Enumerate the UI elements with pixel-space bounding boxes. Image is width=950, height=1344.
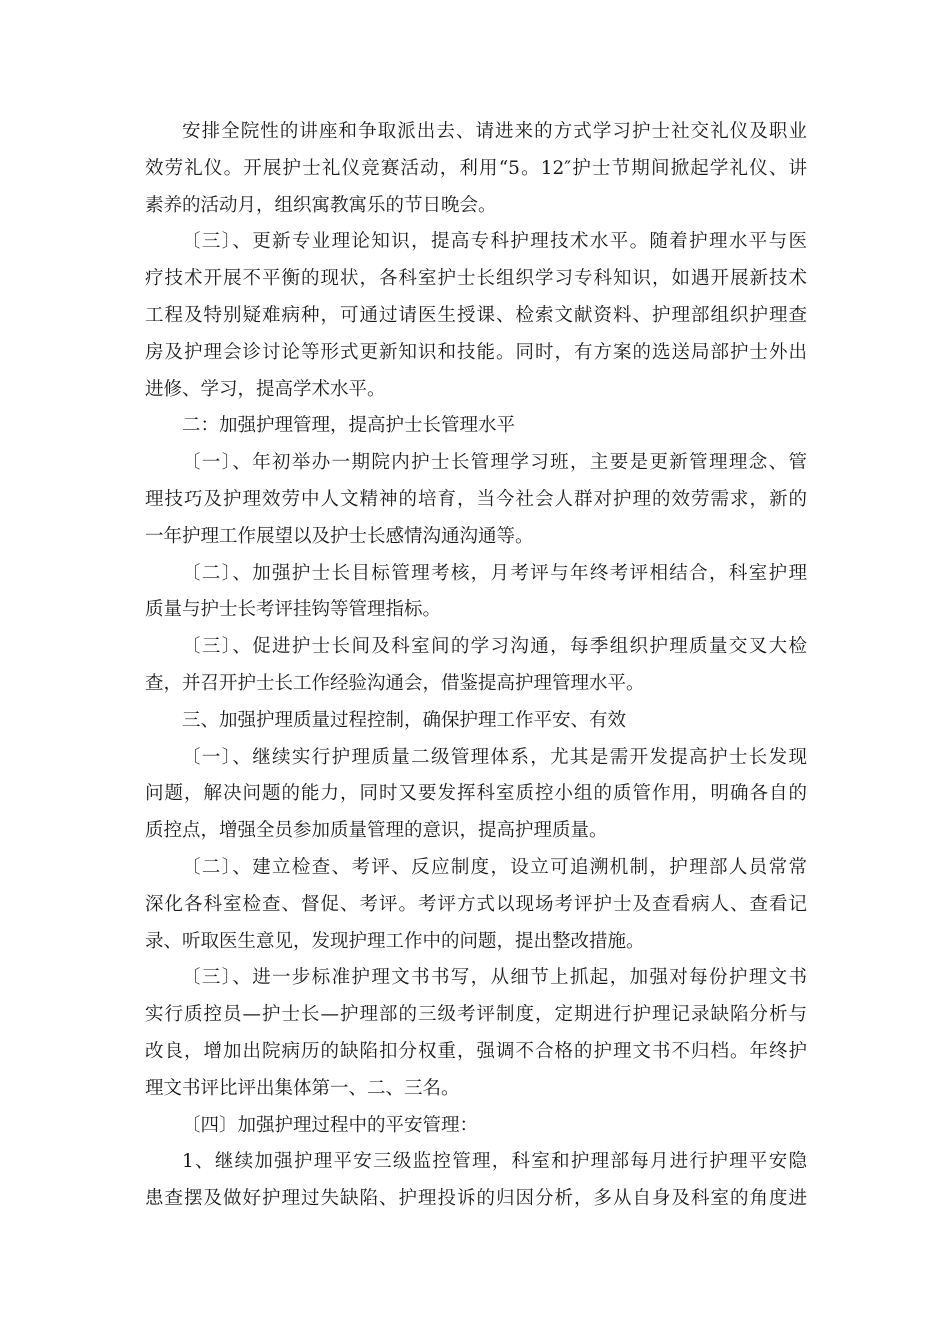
text-line: 〔二〕、建立检查、考评、反应制度，设立可追溯机制，护理部人员常常 xyxy=(182,856,807,878)
paragraph xyxy=(145,1108,807,1145)
paragraph xyxy=(145,556,807,630)
text-line: 患查摆及做好护理过失缺陷、护理投诉的归因分析，多从自身及科室的角度进 xyxy=(145,1188,807,1210)
text-line: 问题，解决问题的能力，同时又要发挥科室质控小组的质管作用，明确各自的 xyxy=(145,783,807,805)
paragraph xyxy=(145,114,807,224)
text-line: 三、加强护理质量过程控制，确保护理工作平安、有效 xyxy=(182,709,627,731)
text-line: 理文书评比评出集体第一、二、三名。 xyxy=(145,1077,460,1099)
paragraph xyxy=(145,445,807,555)
text-line: 房及护理会诊讨论等形式更新知识和技能。同时，有方案的选送局部护士外出 xyxy=(145,341,807,363)
text-line: 1、继续加强护理平安三级监控管理，科室和护理部每月进行护理平安隐 xyxy=(182,1151,807,1173)
text-line: 工程及特别疑难病种，可通过请医生授课、检索文献资料、护理部组织护理查 xyxy=(145,304,807,326)
text-line: 深化各科室检查、督促、考评。考评方式以现场考评护士及查看病人、查看记 xyxy=(145,893,807,915)
document-body xyxy=(145,114,807,1218)
text-line: 〔三〕、进一步标准护理文书书写，从细节上抓起，加强对每份护理文书 xyxy=(182,967,807,989)
paragraph xyxy=(145,703,807,740)
text-line: 〔一〕、年初举办一期院内护士长管理学习班，主要是更新管理理念、管 xyxy=(182,452,807,474)
text-line: 〔一〕、继续实行护理质量二级管理体系，尤其是需开发提高护士长发现 xyxy=(182,746,807,768)
paragraph xyxy=(145,740,807,850)
paragraph xyxy=(145,960,807,1107)
paragraph xyxy=(145,224,807,408)
text-line: 〔四〕加强护理过程中的平安管理： xyxy=(182,1114,479,1136)
paragraph xyxy=(145,1144,807,1218)
text-line: 进修、学习，提高学术水平。 xyxy=(145,378,386,400)
text-line: 实行质控员—护士长—护理部的三级考评制度，定期进行护理记录缺陷分析与 xyxy=(145,1004,807,1026)
paragraph xyxy=(145,850,807,960)
text-line: 疗技术开展不平衡的现状，各科室护士长组织学习专科知识，如遇开展新技术 xyxy=(145,268,807,290)
text-line: 质控点，增强全员参加质量管理的意识，提高护理质量。 xyxy=(145,820,608,842)
text-line: 效劳礼仪。开展护士礼仪竞赛活动，利用“5。12″护士节期间掀起学礼仪、讲 xyxy=(145,157,807,179)
paragraph xyxy=(145,629,807,703)
text-line: 一年护理工作展望以及护士长感情沟通沟通等。 xyxy=(145,525,534,547)
text-line: 录、听取医生意见，发现护理工作中的问题，提出整改措施。 xyxy=(145,930,645,952)
text-line: 〔二〕、加强护士长目标管理考核，月考评与年终考评相结合，科室护理 xyxy=(182,562,807,584)
text-line: 质量与护士长考评挂钩等管理指标。 xyxy=(145,599,442,621)
text-line: 安排全院性的讲座和争取派出去、请进来的方式学习护士社交礼仪及职业 xyxy=(182,121,807,142)
text-line: 查，并召开护士长工作经验沟通会，借鉴提高护理管理水平。 xyxy=(145,672,645,694)
text-line: 理技巧及护理效劳中人文精神的培育，当今社会人群对护理的效劳需求，新的 xyxy=(145,488,807,510)
text-line: 素养的活动月，组织寓教寓乐的节日晚会。 xyxy=(145,194,497,216)
text-line: 〔三〕、更新专业理论知识，提高专科护理技术水平。随着护理水平与医 xyxy=(182,231,807,253)
text-line: 改良，增加出院病历的缺陷扣分权重，强调不合格的护理文书不归档。年终护 xyxy=(145,1040,807,1062)
text-line: 〔三〕、促进护士长间及科室间的学习沟通，每季组织护理质量交叉大检 xyxy=(182,636,807,658)
paragraph xyxy=(145,408,807,445)
text-line: 二：加强护理管理，提高护士长管理水平 xyxy=(182,415,516,437)
